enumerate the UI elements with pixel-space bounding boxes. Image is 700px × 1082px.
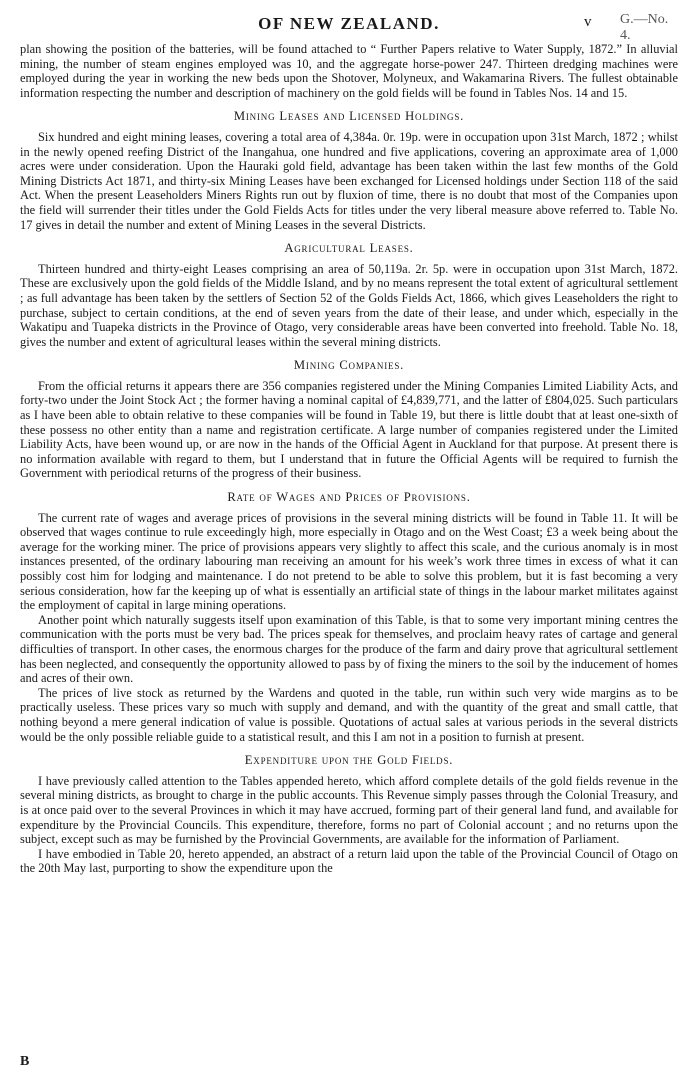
section-heading-agricultural-leases: Agricultural Leases. (284, 241, 414, 256)
paragraph-agricultural-leases: Thirteen hundred and thirty-eight Leases comprising an area of 50,119a. 2r. 5p. were in occupation upon 31st March, 1872. These are exclusively upon the gold fields of the Middle Island, and by no means represent the total extent of agricultural settlement ; as full advantage has been taken by the settlers of Section 52 of the Golds Fields Act, 1866, which gives Leaseholders the right to purchase, subject to certain conditions, at the end of seven years from the date of their lease, and under which, especially in the Wakatipu and Tuapeka districts in the Province of Otago, very considerable areas have been converted into freehold. Table No. 18, gives the number and extent of agricultural leases within the several mining districts. (20, 261, 678, 349)
section-heading-mining-leases: Mining Leases and Licensed Holdings. (233, 109, 465, 124)
paragraph-wages-3: The prices of live stock as returned by the Wardens and quoted in the table, run within such very wide margins as to be practically useless. These prices vary so much with supply and demand, and with the quantity of the great and small cattle, that nothing beyond a mere general indication of value is possible. Quotations of actual sales at various periods in the several districts would be the only possible reliable guide to a statistical result, and this I am not in a position to furnish at present. (20, 685, 678, 744)
section-heading-mining-companies: Mining Companies. (293, 358, 405, 373)
paragraph-wages-2: Another point which naturally suggests itself upon examination of this Table, is that to some very important mining centres the communication with the ports must be very bad. The prices speak for themselves, and proclaim heavy rates of cartage and general difficulties of transport. In other cases, the enormous charges for the produce of the farm and dairy prove that agricultural settlement has been neglected, and consequently the opportunity allowed to pass by of fixing the miners to the soil by the inducement of homes and acres of their own. (20, 612, 678, 686)
body-text (20, 42, 678, 876)
section-heading-wages-provisions: Rate of Wages and Prices of Provisions. (227, 490, 471, 505)
running-head: OF NEW ZEALAND. (258, 14, 440, 33)
document-reference: G.—No. 4. (620, 12, 669, 43)
page-header (20, 6, 678, 42)
paragraph-mining-leases: Six hundred and eight mining leases, covering a total area of 4,384a. 0r. 19p. were in occupation upon 31st March, 1872 ; whilst in the newly opened reefing District of the Inangahua, one hundred and five applications, covering an approximate area of 1,000 acres were under consideration. Upon the Hauraki gold field, advantage has been taken within the last few months of the Gold Mining Districts Act 1871, and thirty-six Mining Leases have been exchanged for Licensed holdings under Section 118 of the said Act. When the present Leaseholders Miners Rights run out by fluxion of time, there is no doubt that most of the Companies upon the field will surrender their titles under the Gold Fields Acts for titles under the very liberal measure above referred to. Table No. 17 gives in detail the number and extent of Mining Leases in the several Districts. (20, 129, 678, 232)
signature-mark: B (20, 1054, 30, 1069)
page-number: v (584, 14, 592, 30)
paragraph-expenditure-2: I have embodied in Table 20, hereto appended, an abstract of a return laid upon the table of the Provincial Council of Otago on the 20th May last, purporting to show the expenditure upon the (20, 846, 678, 876)
paragraph-expenditure-1: I have previously called attention to the Tables appended hereto, which afford complete details of the gold fields revenue in the several mining districts, as brought to charge in the public accounts. This Revenue simply passes through the Colonial Treasury, and is at once paid over to the several Provinces in which it may have accrued, forming part of their general land fund, and available for expenditure by the Provincial Councils. This expenditure, therefore, forms no part of Colonial account ; and no returns upon the subject, except such as may be furnished by the Provincial Governments, are available for the information of Parliament. (20, 773, 678, 847)
intro-paragraph: plan showing the position of the batteries, will be found attached to “ Further Papers relative to Water Supply, 1872.” In alluvial mining, the number of steam engines employed was 10, and the aggregate horse-power 247. Thirteen dredging machines were employed during the year in working the new beds upon the Shotover, Molyneux, and Wakamarina Rivers. The fullest obtainable information respecting the number and description of machinery on the gold fields will be found in Tables Nos. 14 and 15. (20, 42, 678, 100)
section-heading-expenditure: Expenditure upon the Gold Fields. (244, 753, 454, 768)
paragraph-wages-1: The current rate of wages and average prices of provisions in the several mining districts will be found in Table 11. It will be observed that wages continue to rule exceedingly high, more especially in Otago and on the West Coast; £3 a week being about the average for the working miner. The price of provisions appears very slightly to affect this scale, and the curious anomaly is in most instances presented, of the ordinary labouring man receiving an amount for his week’s work three times in excess of what it can possibly cost him for lodging and maintenance. I do not pretend to be able to solve this problem, but it is fast becoming a very serious consideration, how far the keeping up of what is essentially an artificial state of things in the labour market militates against the employment of capital in large mining operations. (20, 510, 678, 613)
paragraph-mining-companies: From the official returns it appears there are 356 companies registered under the Mining Companies Limited Liability Acts, and forty-two under the Joint Stock Act ; the former having a nominal capital of £4,839,771, and the latter of £804,025. Such particulars as I have been able to obtain relative to these companies will be found in Table 19, but there is little doubt that at least one-sixth of these possess no other entity than a name and registration certificate. A large number of companies registered under the Limited Liability Acts, have been wound up, or are now in the hands of the Official Agent in Auckland for that purpose. At present there is no information available with regard to them, but I understand that in future the Official Agents will be required to furnish the Government with periodical returns of the progress of their business. (20, 378, 678, 481)
